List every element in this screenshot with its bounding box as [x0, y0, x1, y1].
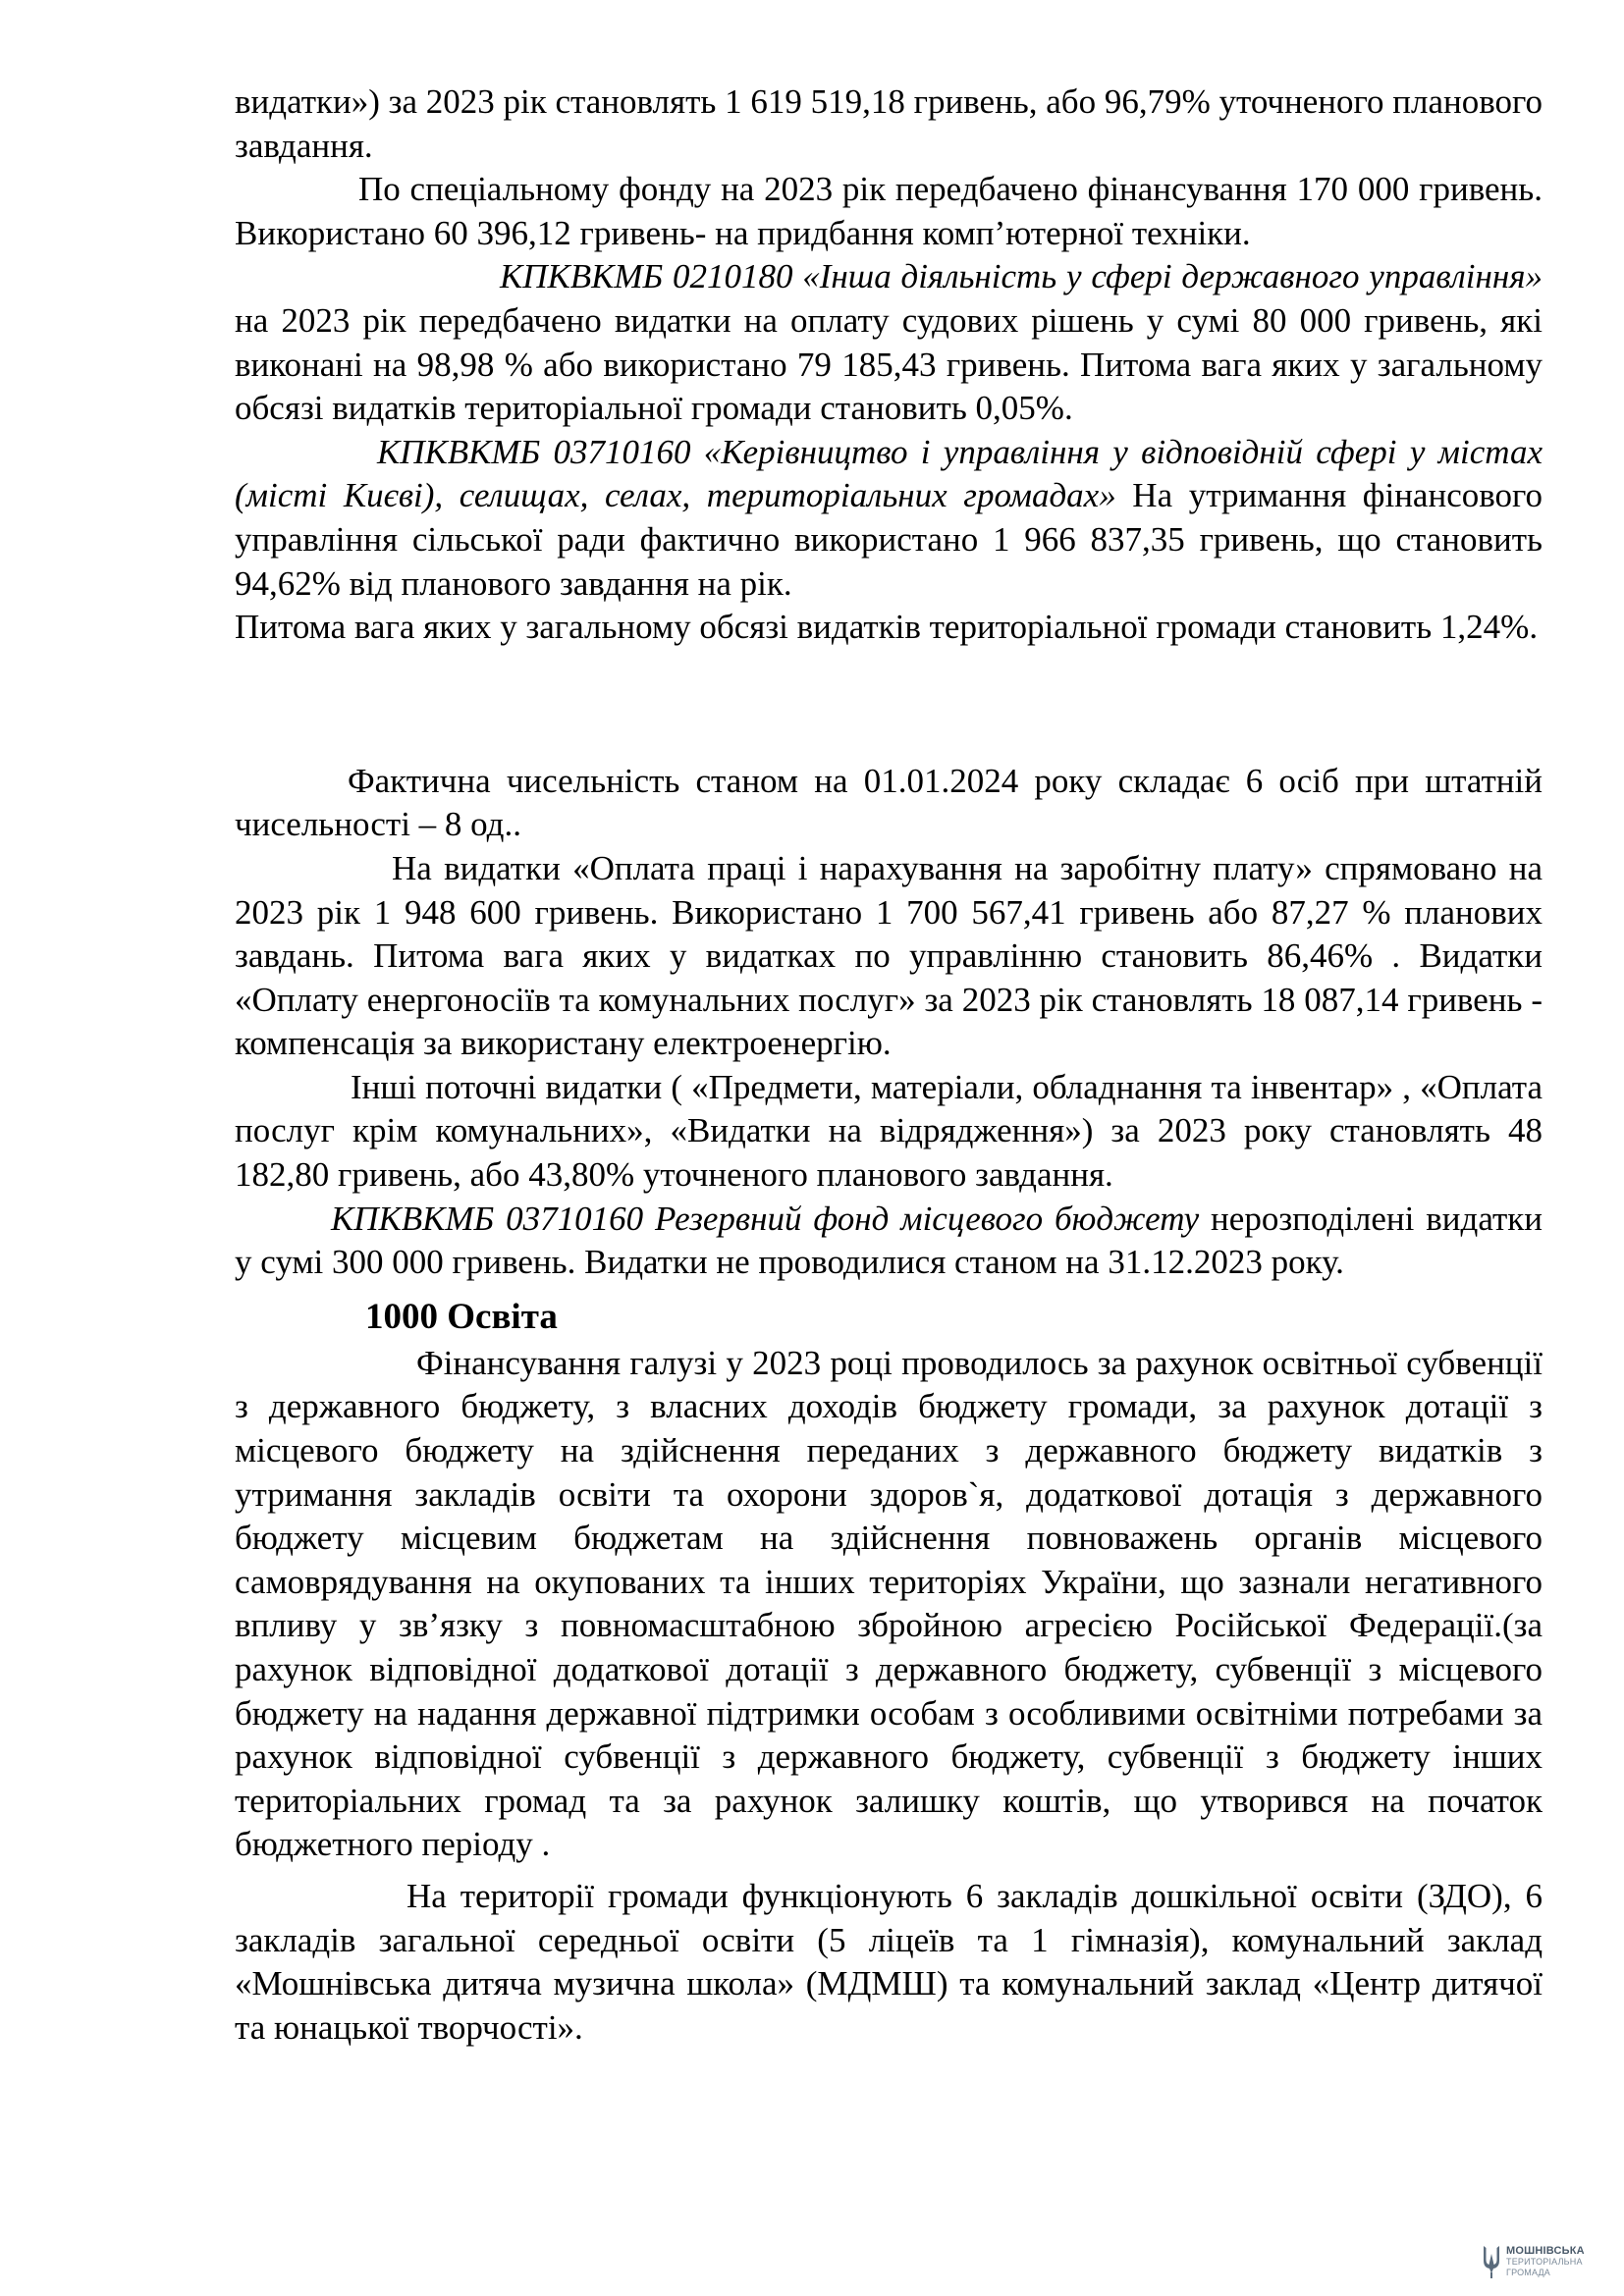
program-code-03710160: КПКВКМБ 03710160 «Керівництво і управління у відповідній сфері у містах (місті Києві), селищах, селах, територіальних громадах» — [235, 432, 1543, 515]
community-logo — [1481, 2234, 1618, 2289]
paragraph-other-current-expenses: Інші поточні видатки ( «Предмети, матеріали, обладнання та інвентар» , «Оплата послуг крім комунальних», «Видатки на відрядження») за 2023 року становлять 48 182,80 гривень, або 43,80% уточненого планового завдання. — [235, 1067, 1543, 1195]
program-text-03710160: На утримання фінансового управління сільської ради фактично використано 1 966 837,35 гривень, що становить 94,62% від планового завдання на рік. — [235, 476, 1543, 603]
vertical-gap — [235, 650, 1543, 760]
paragraph-kpkvkmb-03710160-management — [235, 431, 1543, 606]
paragraph-special-fund: По спеціальному фонду на 2023 рік передбачено фінансування 170 000 гривень. Використано 60 396,12 гривень- на придбання комп’ютерної техніки. — [235, 170, 1543, 252]
paragraph-reserve-fund — [235, 1198, 1543, 1285]
paragraph-staff-count: Фактична чисельність станом на 01.01.2024 року складає 6 осіб при штатній чисельності – 8 од.. — [235, 761, 1543, 844]
section-heading-education: 1000 Освіта — [365, 1296, 558, 1337]
logo-line-1: МОШНІВСЬКА — [1506, 2244, 1585, 2257]
logo-line-2: ТЕРИТОРІАЛЬНА — [1506, 2256, 1583, 2267]
trident-icon — [1481, 2242, 1502, 2281]
vertical-gap — [235, 1285, 1543, 1293]
paragraph-share-1-24: Питома вага яких у загальному обсязі видатків територіальної громади становить 1,24%. — [235, 608, 1539, 647]
paragraph-kpkvkmb-0210180 — [235, 255, 1543, 430]
paragraph-education-institutions: На території громади функціонують 6 закладів дошкільної освіти (ЗДО), 6 закладів загальної середньої освіти (5 ліцеїв та 1 гімназія), комунальний заклад «Мошнівська дитяча музична школа» (МДМШ) та комунальний заклад «Центр дитячої та юнацької творчості». — [235, 1876, 1543, 2047]
program-text-reserve-fund: нерозподілені видатки у сумі 300 000 гривень. Видатки не проводилися станом на 31.12.2023 року. — [235, 1199, 1543, 1282]
program-code-reserve-fund: КПКВКМБ 03710160 Резервний фонд місцевого бюджету — [331, 1199, 1200, 1238]
program-text-0210180: на 2023 рік передбачено видатки на оплату судових рішень у сумі 80 000 гривень, які виконані на 98,98 % або використано 79 185,43 гривень. Питома вага яких у загальному обсязі видатків територіальної громади становить 0,05%. — [235, 300, 1543, 428]
logo-line-3: ГРОМАДА — [1506, 2267, 1550, 2277]
program-code-0210180: КПКВКМБ 0210180 «Інша діяльність у сфері державного управління» — [500, 257, 1543, 296]
logo-text — [1506, 2246, 1585, 2278]
paragraph-expenses-total: видатки») за 2023 рік становлять 1 619 519,18 гривень, або 96,79% уточненого планового завдання. — [235, 82, 1543, 165]
document-page — [235, 80, 1543, 2050]
paragraph-education-funding: Фінансування галузі у 2023 році проводилось за рахунок освітньої субвенції з державного бюджету, з власних доходів бюджету громади, за рахунок дотації з місцевого бюджету на здійснення переданих з державного бюджету видатків з утримання закладів освіти та охорони здоров`я, додаткової дотація з державного бюджету місцевим бюджетам на здійснення повноважень органів місцевого самоврядування на окупованих та інших територіях України, що зазнали негативного впливу у зв’язку з повномасштабною збройною агресією Російської Федерації.(за рахунок відповідної додаткової дотації з державного бюджету, субвенції з місцевого бюджету на надання державної підтримки особам з особливими освітніми потребами за рахунок відповідної субвенції з державного бюджету, субвенції з бюджету інших територіальних громад та за рахунок залишку коштів, що утворився на початок бюджетного періоду . — [235, 1343, 1543, 1864]
vertical-gap — [235, 1867, 1543, 1875]
paragraph-salary-expenses: На видатки «Оплата праці і нарахування на заробітну плату» спрямовано на 2023 рік 1 948 600 гривень. Використано 1 700 567,41 гривень або 87,27 % планових завдань. Питома вага яких у видатках по управлінню становить 86,46% . Видатки «Оплату енергоносіїв та комунальних послуг» за 2023 рік становлять 18 087,14 гривень - компенсація за використану електроенергію. — [235, 848, 1543, 1063]
